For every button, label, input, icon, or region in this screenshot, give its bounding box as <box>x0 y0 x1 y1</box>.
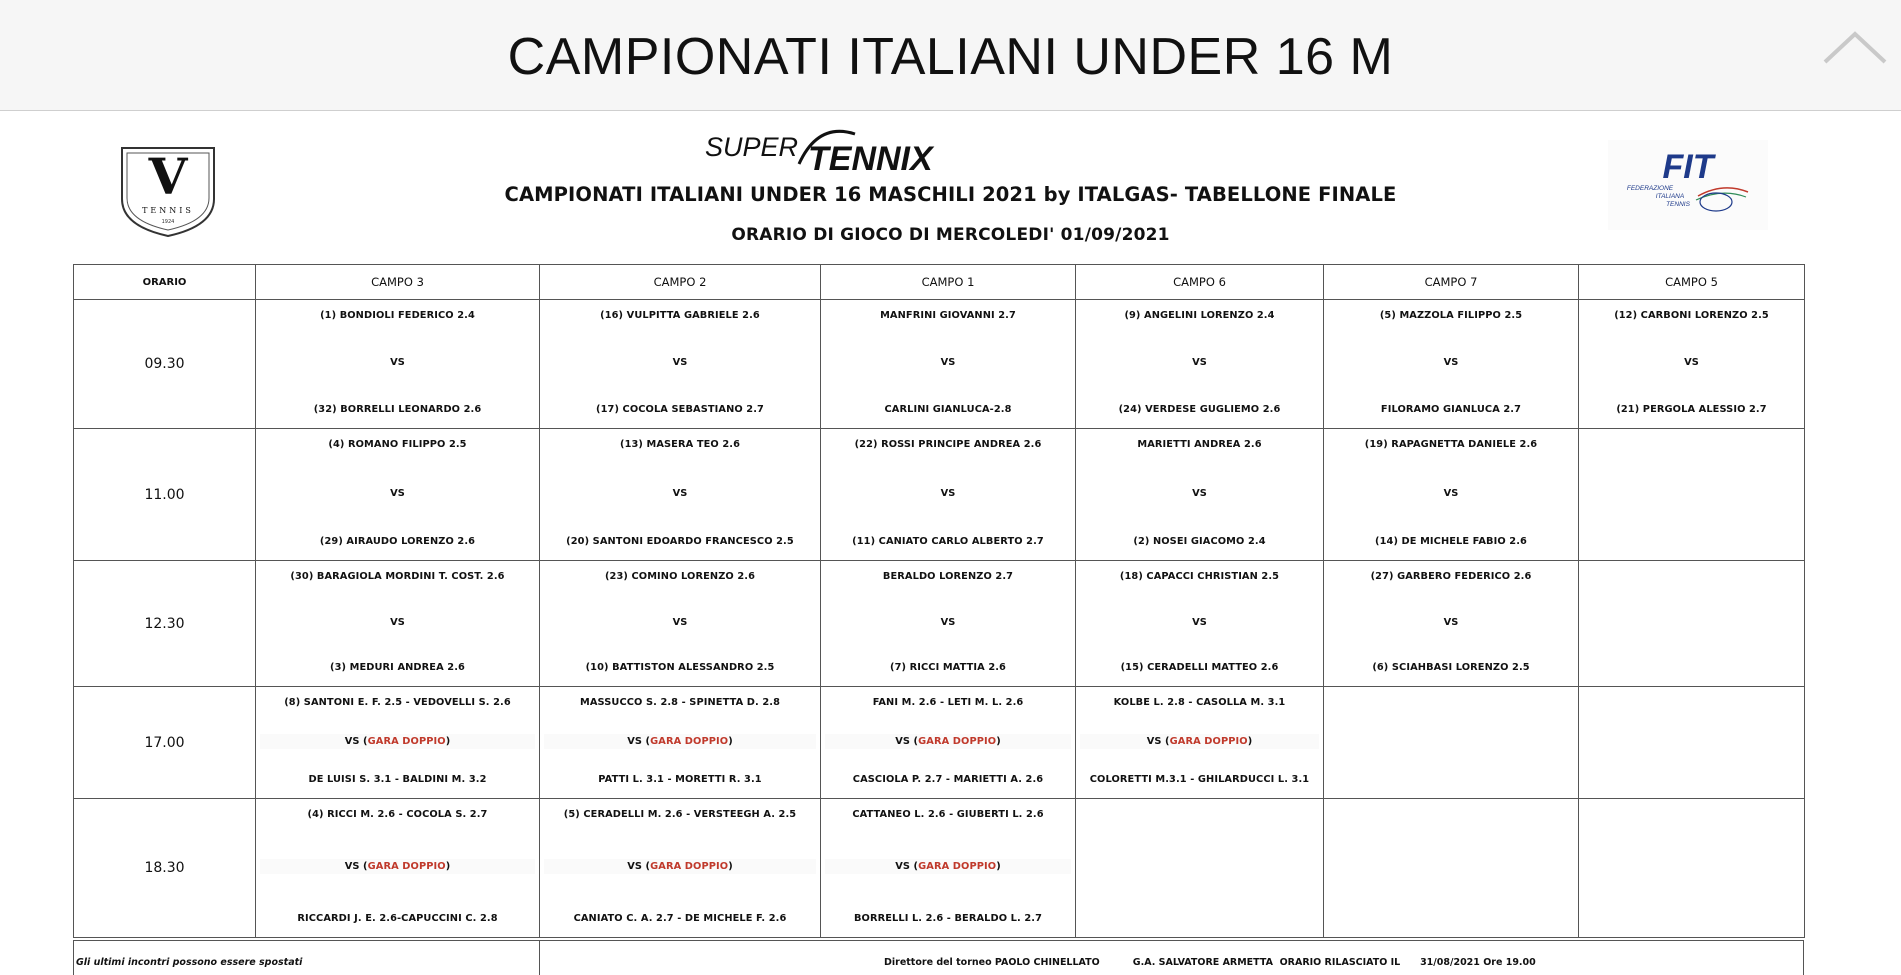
player-one: (22) ROSSI PRINCIPE ANDREA 2.6 <box>854 439 1042 450</box>
match-cell <box>256 429 540 561</box>
footer-info: Direttore del torneo PAOLO CHINELLATO G.A. SALVATORE ARMETTA ORARIO RILASCIATO IL 31/08/2021 Ore 19.00 <box>884 957 1536 968</box>
schedule-table <box>73 264 1805 938</box>
player-two: (11) CANIATO CARLO ALBERTO 2.7 <box>852 536 1044 547</box>
player-one: (9) ANGELINI LORENZO 2.4 <box>1124 310 1275 321</box>
versus-text: VS <box>1684 357 1699 368</box>
svg-text:TENNIS: TENNIS <box>142 206 194 215</box>
match-cell <box>540 799 821 938</box>
versus-text: VS <box>672 357 688 368</box>
time-slot: 11.00 <box>74 429 256 561</box>
match-cell <box>256 300 540 429</box>
doubles-close: ) <box>996 735 1001 747</box>
match-cell <box>256 561 540 687</box>
versus-text: VS <box>940 357 956 368</box>
empty-cell <box>1579 429 1805 561</box>
empty-cell <box>1579 561 1805 687</box>
doubles-label: GARA DOPPIO <box>918 861 997 872</box>
empty-cell <box>1579 687 1805 799</box>
doubles-label: GARA DOPPIO <box>650 735 729 747</box>
versus-text: VS ( <box>344 735 368 747</box>
supertennix-logo <box>703 126 963 174</box>
player-two: COLORETTI M.3.1 - GHILARDUCCI L. 3.1 <box>1089 774 1310 785</box>
doubles-label: GARA DOPPIO <box>918 735 997 747</box>
player-two: (20) SANTONI EDOARDO FRANCESCO 2.5 <box>566 536 794 547</box>
time-slot: 17.00 <box>74 687 256 799</box>
versus-text: VS ( <box>1146 735 1170 747</box>
player-one: (4) ROMANO FILIPPO 2.5 <box>328 439 467 450</box>
versus-text: VS <box>1443 357 1459 368</box>
versus-label <box>673 488 688 499</box>
versus-label <box>941 357 956 368</box>
document-subtitle: ORARIO DI GIOCO DI MERCOLEDI' 01/09/2021 <box>731 225 1170 245</box>
player-one: (16) VULPITTA GABRIELE 2.6 <box>600 310 760 321</box>
empty-cell <box>1076 799 1324 938</box>
versus-label <box>941 617 956 628</box>
versus-label <box>1192 488 1207 499</box>
player-two: (10) BATTISTON ALESSANDRO 2.5 <box>585 662 775 673</box>
player-two: (17) COCOLA SEBASTIANO 2.7 <box>596 404 764 415</box>
page-banner <box>0 0 1901 111</box>
versus-label <box>1444 617 1459 628</box>
match-cell <box>540 687 821 799</box>
player-one: (19) RAPAGNETTA DANIELE 2.6 <box>1364 439 1538 450</box>
match-cell <box>821 429 1076 561</box>
doubles-close: ) <box>445 735 451 747</box>
player-one: (5) MAZZOLA FILIPPO 2.5 <box>1379 310 1523 321</box>
time-slot: 18.30 <box>74 799 256 938</box>
table-row <box>74 300 1805 429</box>
match-cell <box>1324 300 1579 429</box>
versus-text: VS ( <box>627 735 651 747</box>
player-one: BERALDO LORENZO 2.7 <box>882 571 1014 582</box>
player-one: (8) SANTONI E. F. 2.5 - VEDOVELLI S. 2.6 <box>284 697 511 708</box>
svg-text:FIT: FIT <box>1662 148 1714 186</box>
match-cell <box>540 561 821 687</box>
player-two: RICCARDI J. E. 2.6-CAPUCCINI C. 2.8 <box>297 913 498 924</box>
table-row <box>74 799 1805 938</box>
table-row <box>74 687 1805 799</box>
player-two: PATTI L. 3.1 - MORETTI R. 3.1 <box>598 774 762 785</box>
versus-text: VS ( <box>895 861 919 872</box>
svg-text:FEDERAZIONE: FEDERAZIONE <box>1626 185 1674 192</box>
match-cell <box>1579 300 1805 429</box>
time-slot: 12.30 <box>74 561 256 687</box>
versus-text: VS <box>1443 616 1459 628</box>
match-cell <box>821 300 1076 429</box>
player-one: (30) BARAGIOLA MORDINI T. COST. 2.6 <box>290 571 505 582</box>
player-two: BORRELLI L. 2.6 - BERALDO L. 2.7 <box>853 913 1043 924</box>
player-one: MANFRINI GIOVANNI 2.7 <box>880 310 1016 321</box>
versus-label <box>1444 488 1459 499</box>
player-two: (15) CERADELLI MATTEO 2.6 <box>1120 662 1279 673</box>
versus-text: VS <box>390 487 405 499</box>
court-header: CAMPO 7 <box>1324 265 1579 300</box>
player-two: FILORAMO GIANLUCA 2.7 <box>1380 404 1522 415</box>
svg-text:TENNIS: TENNIS <box>1666 201 1690 208</box>
versus-text: VS <box>390 616 405 628</box>
court-header: CAMPO 6 <box>1076 265 1324 300</box>
court-header: CAMPO 5 <box>1579 265 1805 300</box>
versus-label <box>1684 357 1699 368</box>
page-title: CAMPIONATI ITALIANI UNDER 16 M <box>507 28 1394 86</box>
svg-text:ITALIANA: ITALIANA <box>1655 193 1685 200</box>
player-two: CASCIOLA P. 2.7 - MARIETTI A. 2.6 <box>852 774 1044 785</box>
doubles-label: GARA DOPPIO <box>1169 735 1248 747</box>
versus-text: VS ( <box>344 861 368 872</box>
versus-label <box>1080 734 1319 749</box>
doubles-close: ) <box>445 861 451 872</box>
versus-text: VS <box>672 487 688 499</box>
player-one: FANI M. 2.6 - LETI M. L. 2.6 <box>872 697 1024 708</box>
player-two: (2) NOSEI GIACOMO 2.4 <box>1133 536 1266 547</box>
versus-label <box>390 357 405 368</box>
table-header-row <box>74 265 1805 300</box>
player-one: (4) RICCI M. 2.6 - COCOLA S. 2.7 <box>307 809 488 820</box>
doubles-close: ) <box>728 735 733 747</box>
table-row <box>74 561 1805 687</box>
match-cell <box>821 687 1076 799</box>
player-two: (29) AIRAUDO LORENZO 2.6 <box>319 536 476 547</box>
time-slot: 09.30 <box>74 300 256 429</box>
versus-label <box>941 488 956 499</box>
match-cell <box>1324 561 1579 687</box>
versus-text: VS <box>1192 616 1207 628</box>
versus-label <box>825 859 1071 874</box>
player-one: (18) CAPACCI CHRISTIAN 2.5 <box>1119 571 1280 582</box>
court-header: CAMPO 2 <box>540 265 821 300</box>
player-one: (5) CERADELLI M. 2.6 - VERSTEEGH A. 2.5 <box>563 809 797 820</box>
versus-text: VS <box>940 487 956 499</box>
doubles-close: ) <box>996 861 1001 872</box>
empty-cell <box>1579 799 1805 938</box>
versus-text: VS <box>1192 487 1207 499</box>
empty-cell <box>1324 687 1579 799</box>
table-row <box>74 429 1805 561</box>
versus-text: VS ( <box>895 735 919 747</box>
court-header: CAMPO 1 <box>821 265 1076 300</box>
match-cell <box>1324 429 1579 561</box>
player-one: CATTANEO L. 2.6 - GIUBERTI L. 2.6 <box>852 809 1044 820</box>
versus-text: VS <box>940 616 956 628</box>
match-cell <box>540 300 821 429</box>
doubles-close: ) <box>1247 735 1253 747</box>
versus-text: VS <box>390 357 405 368</box>
player-two: DE LUISI S. 3.1 - BALDINI M. 3.2 <box>308 774 487 785</box>
versus-label <box>1192 617 1207 628</box>
match-cell <box>256 799 540 938</box>
chevron-up-icon[interactable] <box>1821 26 1889 76</box>
match-cell <box>1076 300 1324 429</box>
player-one: (27) GARBERO FEDERICO 2.6 <box>1370 571 1532 582</box>
versus-text: VS ( <box>627 861 651 872</box>
player-two: (6) SCIAHBASI LORENZO 2.5 <box>1372 662 1530 673</box>
court-header: CAMPO 3 <box>256 265 540 300</box>
document-title: CAMPIONATI ITALIANI UNDER 16 MASCHILI 2021 by ITALGAS- TABELLONE FINALE <box>504 183 1397 206</box>
footer-row <box>73 940 1804 975</box>
player-two: (14) DE MICHELE FABIO 2.6 <box>1375 536 1527 547</box>
player-one: KOLBE L. 2.8 - CASOLLA M. 3.1 <box>1113 697 1286 708</box>
match-cell <box>540 429 821 561</box>
svg-text:V: V <box>148 147 188 206</box>
footer-divider <box>539 941 540 975</box>
versus-label <box>390 617 405 628</box>
match-cell <box>1076 687 1324 799</box>
match-cell <box>821 799 1076 938</box>
player-one: (23) COMINO LORENZO 2.6 <box>604 571 755 582</box>
svg-text:1924: 1924 <box>161 219 175 225</box>
doubles-label: GARA DOPPIO <box>367 735 446 747</box>
versus-label <box>260 734 535 749</box>
doubles-label: GARA DOPPIO <box>367 861 446 872</box>
versus-text: VS <box>672 616 688 628</box>
player-two: (3) MEDURI ANDREA 2.6 <box>330 662 465 673</box>
player-two: (21) PERGOLA ALESSIO 2.7 <box>1616 404 1767 415</box>
versus-label <box>825 734 1071 749</box>
versus-label <box>544 734 816 749</box>
doubles-close: ) <box>728 861 733 872</box>
player-one: MARIETTI ANDREA 2.6 <box>1137 439 1262 450</box>
versus-label <box>260 859 535 874</box>
match-cell <box>256 687 540 799</box>
versus-label <box>1444 357 1459 368</box>
player-one: MASSUCCO S. 2.8 - SPINETTA D. 2.8 <box>579 697 781 708</box>
player-two: (24) VERDESE GUGLIEMO 2.6 <box>1118 404 1281 415</box>
versus-label <box>1192 357 1207 368</box>
player-two: (7) RICCI MATTIA 2.6 <box>890 662 1006 673</box>
match-cell <box>1076 561 1324 687</box>
empty-cell <box>1324 799 1579 938</box>
versus-label <box>544 859 816 874</box>
versus-label <box>390 488 405 499</box>
svg-text:SUPER: SUPER <box>705 132 799 162</box>
footer-note: Gli ultimi incontri possono essere spostati <box>76 957 303 968</box>
time-column-header: ORARIO <box>74 265 256 300</box>
player-two: (32) BORRELLI LEONARDO 2.6 <box>313 404 482 415</box>
versus-text: VS <box>1192 357 1207 368</box>
svg-text:TENNIX: TENNIX <box>808 140 933 174</box>
match-cell <box>1076 429 1324 561</box>
doubles-label: GARA DOPPIO <box>650 861 729 872</box>
match-cell <box>821 561 1076 687</box>
versus-text: VS <box>1443 487 1459 499</box>
player-two: CANIATO C. A. 2.7 - DE MICHELE F. 2.6 <box>573 913 787 924</box>
player-one: (12) CARBONI LORENZO 2.5 <box>1614 310 1769 321</box>
player-one: (13) MASERA TEO 2.6 <box>620 439 740 450</box>
versus-label <box>673 357 688 368</box>
versus-label <box>673 617 688 628</box>
player-one: (1) BONDIOLI FEDERICO 2.4 <box>320 310 475 321</box>
player-two: CARLINI GIANLUCA-2.8 <box>884 404 1012 415</box>
